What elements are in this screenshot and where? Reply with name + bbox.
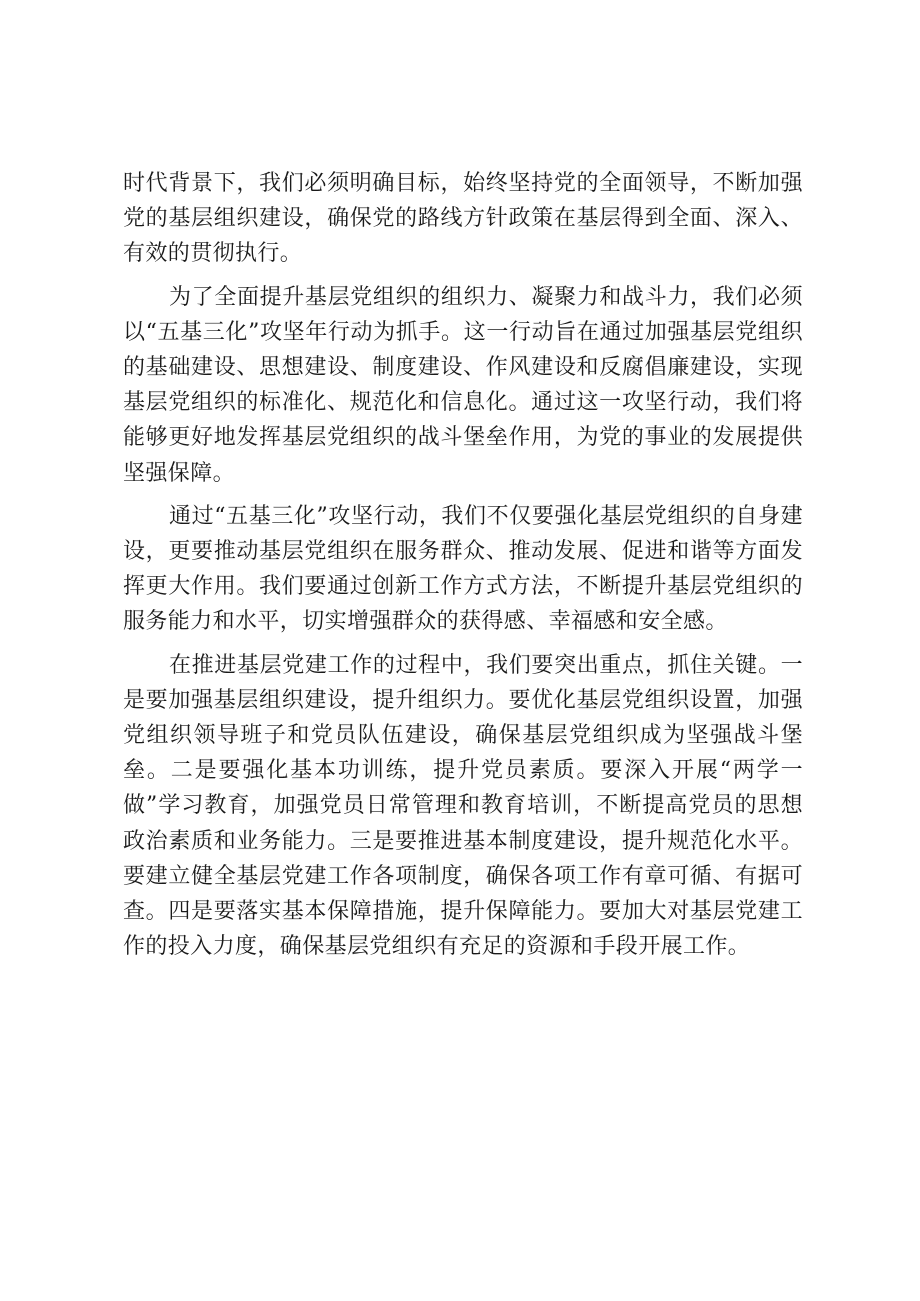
- paragraph-continuation: 时代背景下，我们必须明确目标，始终坚持党的全面领导，不断加强党的基层组织建设，确保党的路线方针政策在基层得到全面、深入、有效的贯彻执行。: [123, 171, 803, 267]
- paragraph-action-plan: 为了全面提升基层党组织的组织力、凝聚力和战斗力，我们必须以“五基三化”攻坚年行动为抓手。这一行动旨在通过加强基层党组织的基础建设、思想建设、制度建设、作风建设和反腐倡廉建设，实现基层党组织的标准化、规范化和信息化。通过这一攻坚行动，我们将能够更好地发挥基层党组织的战斗堡垒作用，为党的事业的发展提供坚强保障。: [123, 284, 803, 486]
- paragraph-key-measures: 在推进基层党建工作的过程中，我们要突出重点，抓住关键。一是要加强基层组织建设，提升组织力。要优化基层党组织设置，加强党组织领导班子和党员队伍建设，确保基层党组织成为坚强战斗堡垒。二是要强化基本功训练，提升党员素质。要深入开展“两学一做”学习教育，加强党员日常管理和教育培训，不断提高党员的思想政治素质和业务能力。三是要推进基本制度建设，提升规范化水平。要建立健全基层党建工作各项制度，确保各项工作有章可循、有据可查。四是要落实基本保障措施，提升保障能力。要加大对基层党建工作的投入力度，确保基层党组织有充足的资源和手段开展工作。: [123, 652, 803, 960]
- document-body: [123, 166, 803, 972]
- paragraph-service-role: 通过“五基三化”攻坚行动，我们不仅要强化基层党组织的自身建设，更要推动基层党组织在服务群众、推动发展、促进和谐等方面发挥更大作用。我们要通过创新工作方式方法，不断提升基层党组织的服务能力和水平，切实增强群众的获得感、幸福感和安全感。: [123, 503, 803, 635]
